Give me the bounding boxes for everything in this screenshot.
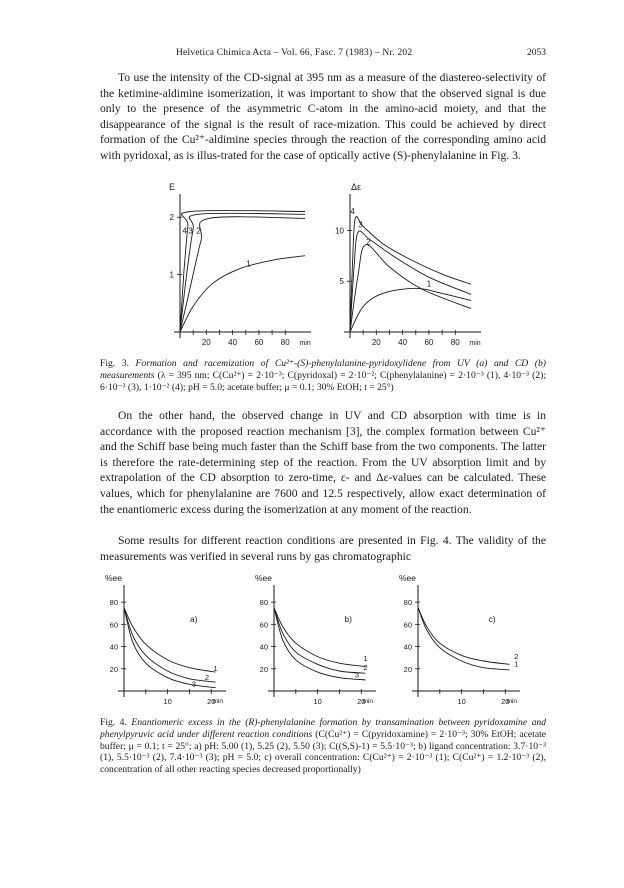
curve-label: 3 bbox=[188, 226, 193, 236]
y-tick-label: 40 bbox=[259, 642, 268, 652]
y-tick-label: 80 bbox=[403, 598, 412, 608]
series-line bbox=[418, 608, 510, 670]
y-tick-label: 10 bbox=[335, 226, 344, 236]
y-tick-label: 80 bbox=[109, 598, 118, 608]
series-line bbox=[124, 608, 216, 688]
curve-label: 3 bbox=[354, 670, 359, 680]
curve-label: 2 bbox=[196, 226, 201, 236]
series-line bbox=[124, 608, 216, 672]
x-unit-label: min bbox=[212, 698, 224, 705]
y-tick-label: 5 bbox=[339, 277, 344, 287]
x-tick-label: 60 bbox=[424, 338, 434, 347]
y-tick-label: 60 bbox=[109, 620, 118, 630]
curve-label: 1 bbox=[426, 279, 432, 289]
x-tick-label: 40 bbox=[398, 338, 408, 347]
curve-label: 2 bbox=[366, 237, 371, 247]
fig3-panel-b bbox=[335, 182, 481, 347]
y-tick-label: 80 bbox=[259, 598, 268, 608]
y-tick-label: 60 bbox=[259, 620, 268, 630]
curve-label: 3 bbox=[358, 220, 363, 230]
y-axis-label: Δε bbox=[350, 182, 362, 192]
fig3-caption-title: Formation and racemization of Cu²⁺-(S)-phenylalanine-pyridoxylidene from UV (a) and CD (b) measurements bbox=[100, 358, 546, 381]
x-tick-label: 10 bbox=[163, 697, 172, 706]
y-axis-label: %ee bbox=[398, 575, 416, 583]
y-axis-label: %ee bbox=[104, 575, 122, 583]
fig4-caption-body: (C(Cu²⁺) = C(pyridoxamine) = 2·10⁻³; 30% EtOH; acetate buffer; μ = 0.1; t = 25°; a) pH: 5.00 (1), 5.25 (2), 5.50 (3); C((S,S)-1) = 5.5·10⁻³; b) ligand concentration: 3.7·10⁻³ (1), 5.5·10⁻³ (2), 7.4·10⁻³ (3); pH = 5.0; c) overall concentration: C(Cu²⁺) = 2·10⁻³ (1); C(Cu²⁺) = 1.2·10⁻³ (2), concentration of all other reacting species decreased proportionally) bbox=[100, 728, 547, 776]
curve-label: 1 bbox=[246, 259, 251, 269]
x-tick-label: 60 bbox=[254, 338, 264, 347]
fig4-caption bbox=[100, 717, 546, 776]
y-tick-label: 2 bbox=[169, 213, 174, 223]
curve-label: 4 bbox=[182, 226, 187, 236]
y-tick-label: 20 bbox=[259, 664, 268, 674]
panel-label: a) bbox=[190, 614, 198, 625]
curve-label: 1 bbox=[363, 654, 368, 663]
curve-label: 1 bbox=[213, 664, 218, 673]
panel-label: c) bbox=[488, 614, 496, 625]
y-tick-label: 60 bbox=[403, 620, 412, 630]
curve-label: 1 bbox=[514, 659, 519, 669]
x-tick-label: 20 bbox=[357, 697, 366, 706]
series-line bbox=[180, 256, 305, 332]
y-tick-label: 20 bbox=[403, 664, 412, 674]
fig4-panel-c bbox=[399, 575, 520, 706]
fig4-panel-a bbox=[105, 575, 226, 706]
x-tick-label: 20 bbox=[207, 697, 216, 706]
paragraph-3: Some results for different reaction conditions are presented in Fig. 4. The validity of the measurements was verified in several runs by gas chromatographic bbox=[100, 534, 546, 563]
series-line bbox=[418, 608, 510, 665]
x-tick-label: 10 bbox=[457, 697, 466, 706]
x-tick-label: 80 bbox=[280, 338, 290, 347]
journal-title: Helvetica Chimica Acta – Vol. 66, Fasc. 7 (1983) – Nr. 202 bbox=[176, 48, 413, 58]
curve-label: 2 bbox=[204, 672, 209, 682]
figure-3 bbox=[160, 180, 490, 355]
figure-4 bbox=[96, 575, 536, 715]
series-line bbox=[350, 288, 471, 332]
x-unit-label: min bbox=[469, 340, 481, 347]
x-unit-label: min bbox=[362, 698, 374, 705]
x-tick-label: 10 bbox=[313, 697, 322, 706]
curve-label: 2 bbox=[363, 662, 368, 672]
x-tick-label: 40 bbox=[228, 338, 238, 347]
y-tick-label: 40 bbox=[403, 642, 412, 652]
x-tick-label: 80 bbox=[450, 338, 460, 347]
paragraph-2: On the other hand, the observed change in UV and CD absorption with time is in accordance with the proposed reaction mechanism [3], the complex formation between Cu²⁺ and the Schiff base being much faster than the Schiff base from the two components. The latter is therefore the rate-determining step of the reaction. From the UV absorption limit and by extrapolation of the CD absorption to zero-time, ε- and Δε-values can be calculated. These values, which for phenylalanine are 7600 and 12.5 respectively, allow exact determination of the enantiomeric excess during the isomerization at any moment of the reaction. bbox=[100, 409, 546, 516]
x-tick-label: 20 bbox=[201, 338, 211, 347]
fig3-caption-body: (λ = 395 nm; C(Cu²⁺) = 2·10⁻³; C(pyridoxal) = 2·10⁻²; C(phenylalanine) = 2·10⁻³ (1), 4·10⁻³ (2); 6·10⁻³ (3), 1·10⁻² (4); pH = 5.0; acetate buffer; μ = 0.1; 30% EtOH; t = 25°) bbox=[100, 369, 546, 393]
y-tick-label: 40 bbox=[109, 642, 118, 652]
panel-label: b) bbox=[344, 614, 352, 625]
x-unit-label: min bbox=[506, 698, 518, 705]
y-axis-label: %ee bbox=[254, 575, 272, 583]
x-unit-label: min bbox=[299, 340, 311, 347]
x-tick-label: 20 bbox=[501, 697, 510, 706]
curve-label: 4 bbox=[350, 207, 355, 217]
paragraph-1: To use the intensity of the CD-signal at 395 nm as a measure of the diastereo-selectivity of the ketimine-aldimine isomerization, it was important to show that the observed signal is due only to the presence of the asymmetric C-atom in the amino-acid moiety, and that the disappearance of the signal is the result of race-mization. This could be achieved by direct formation of the Cu²⁺-aldimine species through the reaction of the corresponding amino acid with pyridoxal, as is illus-trated for the case of optically active (S)-phenylalanine in Fig. 3. bbox=[100, 71, 546, 162]
fig4-caption-title: Enantiomeric excess in the (R)-phenylalanine formation by transamination between pyridoxamine and phenylpyruvic acid under different reaction conditions bbox=[100, 717, 546, 740]
curve-label: 3 bbox=[191, 679, 196, 689]
curve-label: 2 bbox=[514, 651, 519, 661]
series-line bbox=[124, 608, 216, 682]
series-line bbox=[350, 216, 471, 332]
fig3-caption bbox=[100, 358, 546, 393]
y-axis-label: E bbox=[168, 182, 176, 192]
fig4-caption-label: Fig. 4. bbox=[100, 717, 127, 728]
x-tick-label: 20 bbox=[371, 338, 381, 347]
y-tick-label: 20 bbox=[109, 664, 118, 674]
page-number: 2053 bbox=[527, 48, 546, 58]
y-tick-label: 1 bbox=[169, 270, 174, 280]
running-header bbox=[100, 48, 546, 62]
fig3-panel-a bbox=[169, 182, 311, 347]
fig4-panel-b bbox=[255, 575, 376, 706]
fig3-caption-label: Fig. 3. bbox=[100, 358, 129, 369]
